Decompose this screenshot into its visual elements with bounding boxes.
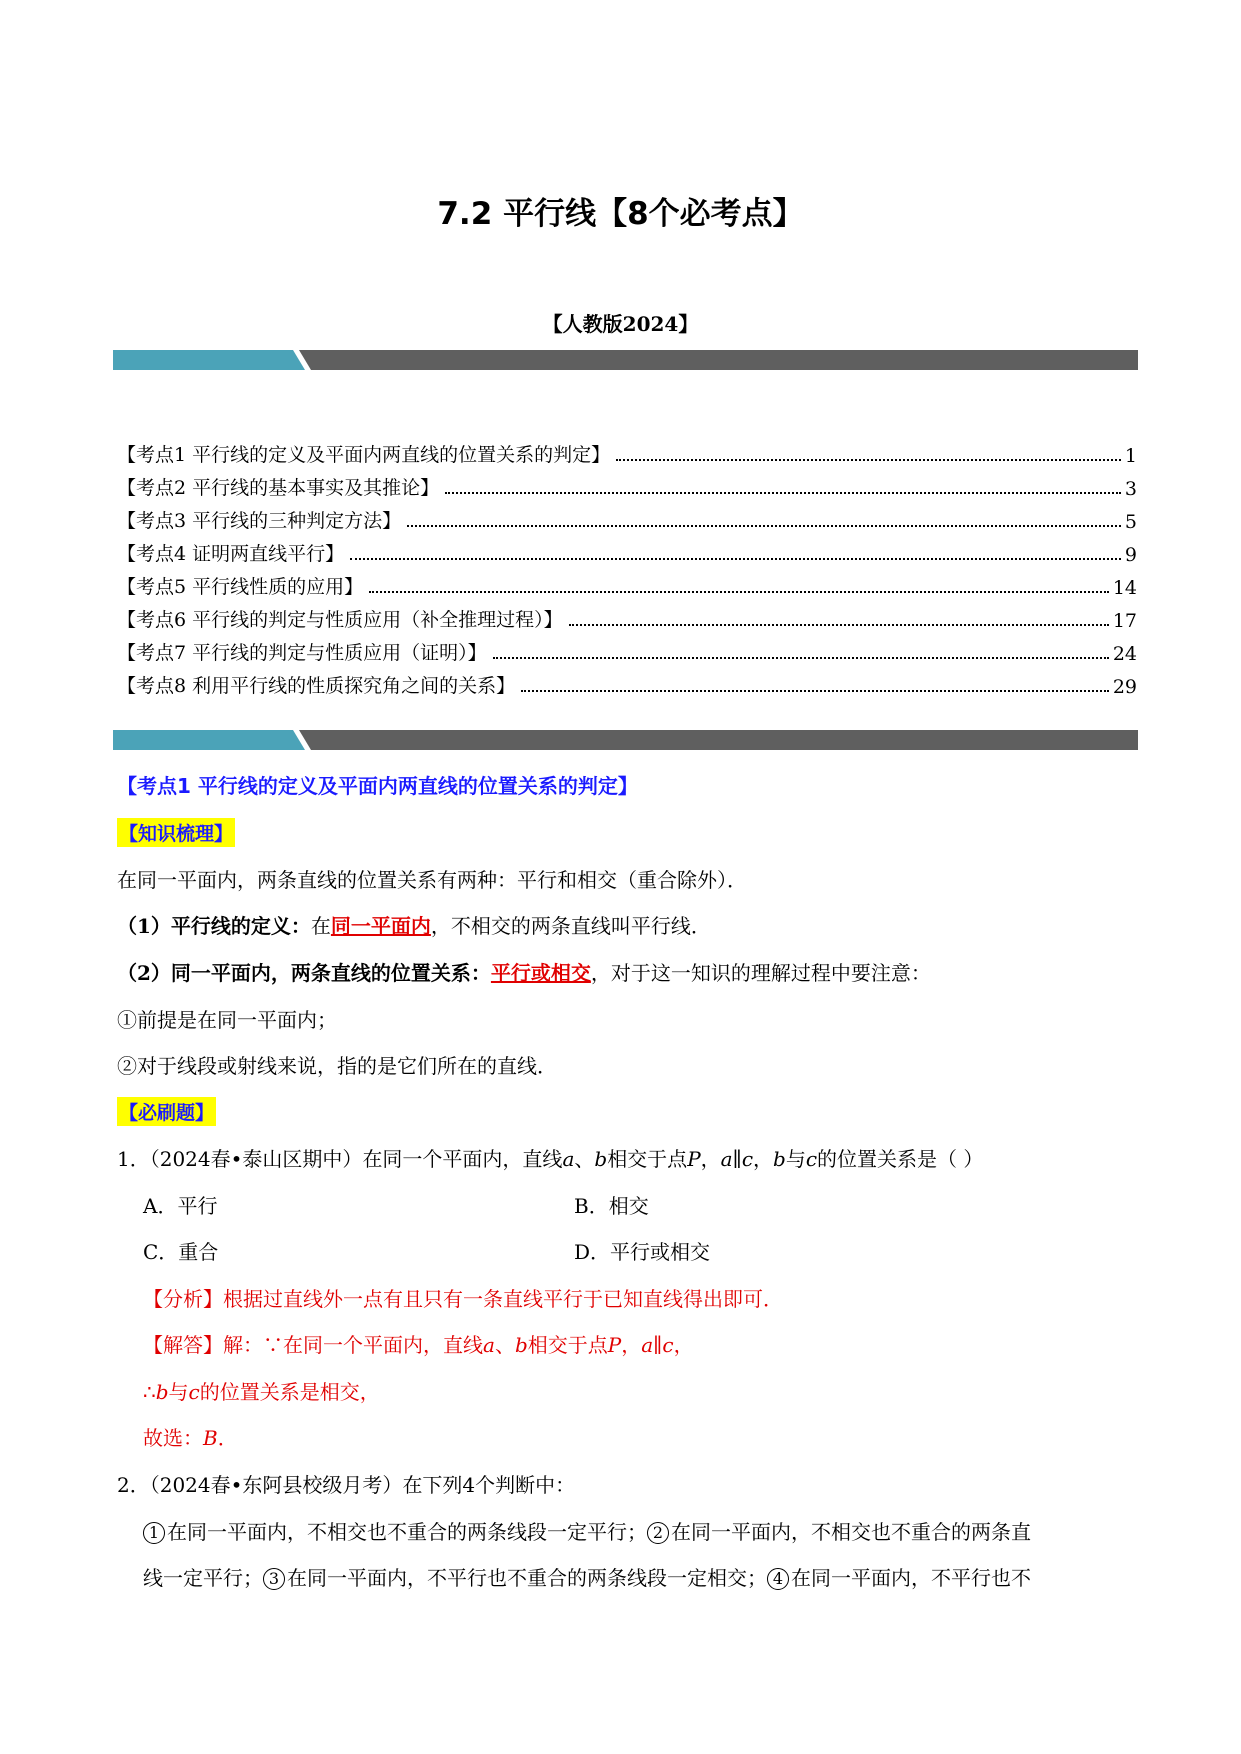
stem-text: ，	[753, 1147, 774, 1171]
variable: a	[562, 1147, 575, 1171]
statement-text: 在同一平面内，不相交也不重合的两条直	[671, 1520, 1031, 1544]
analysis-tag: 【分析】	[143, 1287, 223, 1311]
stem-text: 在同一个平面内，直线	[362, 1147, 563, 1171]
circled-number: 3	[263, 1568, 285, 1590]
band-teal-segment	[113, 730, 305, 750]
band-teal-segment	[113, 350, 305, 370]
page-title: 7.2 平行线【8个必考点】	[437, 196, 804, 232]
toc-leader	[407, 524, 1121, 527]
option-d[interactable]: D．平行或相交	[574, 1240, 711, 1264]
choice-text: 故选：	[143, 1426, 203, 1450]
statement-text: 在同一平面内，不平行也不重合的两条线段一定相交；	[287, 1566, 767, 1590]
toc-entry-page: 24	[1112, 643, 1137, 665]
answer-text: ，	[673, 1333, 694, 1357]
question-1-stem	[117, 1143, 983, 1172]
knowledge-label: 【知识梳理】	[117, 818, 235, 847]
conclusion	[143, 1376, 380, 1405]
table-of-contents	[117, 434, 1137, 698]
question-number: 1．	[117, 1147, 150, 1171]
analysis	[143, 1283, 783, 1312]
answer-text: 解：∵在同一个平面内，直线	[223, 1333, 483, 1357]
stem-text: 与	[785, 1147, 806, 1171]
toc-entry-page: 1	[1124, 445, 1137, 467]
point-2-key: 平行或相交	[490, 961, 591, 985]
toc-entry-label: 【考点5 平行线性质的应用】	[117, 576, 364, 598]
section-heading: 【考点1 平行线的定义及平面内两直线的位置关系的判定】	[117, 774, 638, 798]
question-number: 2．	[117, 1473, 150, 1497]
answer-text: 相交于点	[527, 1333, 608, 1357]
toc-entry[interactable]	[117, 665, 1137, 698]
band-gray-segment	[299, 730, 1138, 750]
answer-text: ，	[621, 1333, 642, 1357]
intro-text: 在同一平面内，两条直线的位置关系有两种：平行和相交（重合除外）．	[117, 868, 747, 892]
toc-leader	[616, 458, 1121, 461]
stem-text: 、	[574, 1147, 595, 1171]
stem-text: 在下列4个判断中：	[402, 1473, 576, 1497]
variable: b	[594, 1147, 608, 1171]
practice-label: 【必刷题】	[117, 1097, 216, 1126]
question-2-stem	[117, 1469, 575, 1498]
circled-number: 4	[767, 1568, 789, 1590]
option-b[interactable]: B．相交	[574, 1194, 649, 1218]
point-1-pre: 在	[310, 914, 331, 938]
point-2-post: ，对于这一知识的理解过程中要注意：	[590, 961, 931, 985]
stem-text: 的位置关系是（ ）	[817, 1147, 984, 1171]
choice-text: ．	[217, 1426, 238, 1450]
conclusion-text: 的位置关系是相交，	[199, 1380, 380, 1404]
toc-entry-page: 5	[1124, 511, 1137, 533]
band-gray-segment	[299, 350, 1138, 370]
question-source: （2024春•东阿县校级月考）	[149, 1473, 403, 1497]
point-1	[117, 910, 711, 939]
circled-number: 2	[647, 1522, 669, 1544]
option-a[interactable]: A．平行	[143, 1194, 218, 1218]
section-divider-band	[113, 730, 1138, 750]
stem-text: ，	[700, 1147, 721, 1171]
variable: P	[687, 1147, 701, 1171]
toc-leader	[445, 491, 1121, 494]
final-choice	[143, 1422, 238, 1451]
variable: a∥c	[641, 1333, 674, 1357]
toc-entry-label: 【考点1 平行线的定义及平面内两直线的位置关系的判定】	[117, 444, 611, 466]
statement-text: 在同一平面内，不平行也不	[791, 1566, 1031, 1590]
variable: b	[514, 1333, 528, 1357]
toc-entry-page: 29	[1112, 676, 1137, 698]
conclusion-text: ∴	[143, 1380, 156, 1404]
point-1-prefix: （1）平行线的定义：	[117, 914, 311, 938]
note-2: ②对于线段或射线来说，指的是它们所在的直线．	[117, 1054, 557, 1078]
question-2-statements-line-2	[143, 1562, 1031, 1591]
toc-entry[interactable]	[117, 434, 1137, 467]
statement-text: 在同一平面内，不相交也不重合的两条线段一定平行；	[167, 1520, 647, 1544]
toc-entry-label: 【考点3 平行线的三种判定方法】	[117, 510, 402, 532]
variable: c	[188, 1380, 200, 1404]
variable: a∥c	[720, 1147, 754, 1171]
point-2-prefix: （2）同一平面内，两条直线的位置关系：	[117, 961, 491, 985]
toc-entry[interactable]	[117, 566, 1137, 599]
toc-entry-page: 9	[1124, 544, 1137, 566]
toc-entry[interactable]	[117, 632, 1137, 665]
stem-text: 相交于点	[607, 1147, 688, 1171]
toc-entry-label: 【考点7 平行线的判定与性质应用（证明）】	[117, 642, 487, 664]
point-1-post: ，不相交的两条直线叫平行线．	[430, 914, 711, 938]
toc-leader	[521, 689, 1109, 692]
circled-number: 1	[143, 1522, 165, 1544]
answer-text: 、	[494, 1333, 515, 1357]
toc-entry-label: 【考点8 利用平行线的性质探究角之间的关系】	[117, 675, 516, 697]
variable: c	[805, 1147, 818, 1171]
point-2	[117, 957, 931, 986]
toc-entry-page: 17	[1112, 610, 1137, 632]
toc-entry-page: 14	[1112, 577, 1137, 599]
variable: a	[483, 1333, 495, 1357]
point-1-key: 同一平面内	[330, 914, 431, 938]
answer	[143, 1329, 694, 1358]
toc-leader	[493, 656, 1109, 659]
variable: b	[155, 1380, 169, 1404]
toc-leader	[350, 557, 1121, 560]
toc-entry[interactable]	[117, 533, 1137, 566]
analysis-text: 根据过直线外一点有且只有一条直线平行于已知直线得出即可．	[223, 1287, 783, 1311]
toc-entry-page: 3	[1124, 478, 1137, 500]
conclusion-text: 与	[168, 1380, 189, 1404]
variable: P	[607, 1333, 622, 1357]
toc-entry[interactable]	[117, 500, 1137, 533]
toc-leader	[369, 590, 1109, 593]
toc-entry-label: 【考点6 平行线的判定与性质应用（补全推理过程）】	[117, 609, 563, 631]
variable: b	[773, 1147, 786, 1171]
note-1: ①前提是在同一平面内；	[117, 1008, 337, 1032]
answer-tag: 【解答】	[143, 1333, 223, 1357]
option-c[interactable]: C．重合	[143, 1240, 219, 1264]
toc-entry-label: 【考点2 平行线的基本事实及其推论】	[117, 477, 440, 499]
toc-entry-label: 【考点4 证明两直线平行】	[117, 543, 345, 565]
edition-label: 【人教版2024】	[542, 312, 699, 336]
question-2-statements-line-1	[143, 1516, 1031, 1545]
statement-text: 线一定平行；	[143, 1566, 263, 1590]
choice-value: B	[203, 1426, 218, 1450]
header-divider-band	[113, 350, 1138, 370]
toc-entry[interactable]	[117, 467, 1137, 500]
toc-entry[interactable]	[117, 599, 1137, 632]
toc-leader	[569, 623, 1109, 626]
question-source: （2024春•泰山区期中）	[149, 1147, 363, 1171]
